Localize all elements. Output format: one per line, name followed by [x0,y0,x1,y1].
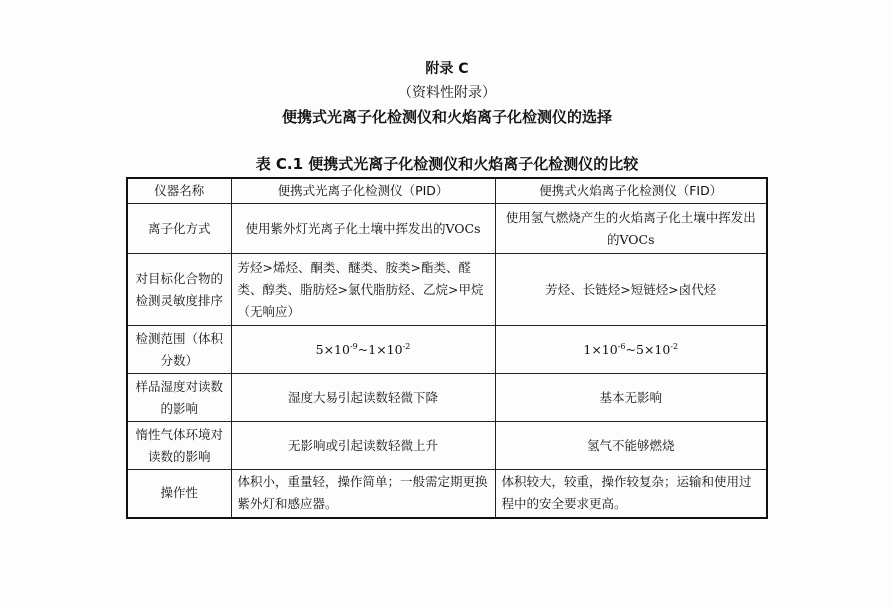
pid-cell: 使用紫外灯光离子化土壤中挥发出的VOCs [231,204,495,254]
column-header: 仪器名称 [127,178,231,204]
fid-cell: 基本无影响 [495,374,767,422]
fid-cell: 氢气不能够燃烧 [495,422,767,470]
row-label: 样品湿度对读数的影响 [127,374,231,422]
fid-cell: 使用氢气燃烧产生的火焰离子化土壤中挥发出的VOCs [495,204,767,254]
table-row [127,470,767,518]
range-base: 5×10 [315,341,350,357]
table-row [127,326,767,374]
appendix-type: （资料性附录） [398,85,496,101]
range-exponent: -2 [670,341,679,351]
row-label: 离子化方式 [127,204,231,254]
range-exponent: -2 [402,341,411,351]
row-label: 操作性 [127,470,231,518]
fid-cell: 体积较大，较重，操作较复杂；运输和使用过程中的安全要求更高。 [495,470,767,518]
range-base: ~5×10 [625,341,671,357]
pid-cell: 体积小，重量轻，操作简单；一般需定期更换紫外灯和感应器。 [231,470,495,518]
appendix-label: 附录 C [425,61,469,77]
row-label: 惰性气体环境对读数的影响 [127,422,231,470]
range-base: ~1×10 [357,341,403,357]
column-header: 便携式火焰离子化检测仪（FID） [495,178,767,204]
range-exponent: -9 [349,341,358,351]
column-header: 便携式光离子化检测仪（PID） [231,178,495,204]
appendix-title: 便携式光离子化检测仪和火焰离子化检测仪的选择 [281,108,612,126]
table-row [127,254,767,326]
fid-cell [495,326,767,374]
table-row [127,422,767,470]
row-label: 检测范围（体积分数） [127,326,231,374]
table-row [127,204,767,254]
fid-cell: 芳烃、长链烃>短链烃>卤代烃 [495,254,767,326]
range-exponent: -6 [617,341,626,351]
comparison-table [126,177,768,519]
pid-cell: 湿度大易引起读数轻微下降 [231,374,495,422]
table-caption: 表 C.1 便携式光离子化检测仪和火焰离子化检测仪的比较 [255,155,639,173]
pid-cell: 芳烃>烯烃、酮类、醚类、胺类>酯类、醛类、醇类、脂肪烃>氯代脂肪烃、乙烷>甲烷（无响应） [231,254,495,326]
table-header-row [127,178,767,204]
pid-cell [231,326,495,374]
pid-cell: 无影响或引起读数轻微上升 [231,422,495,470]
table-row [127,374,767,422]
range-base: 1×10 [583,341,618,357]
row-label: 对目标化合物的检测灵敏度排序 [127,254,231,326]
